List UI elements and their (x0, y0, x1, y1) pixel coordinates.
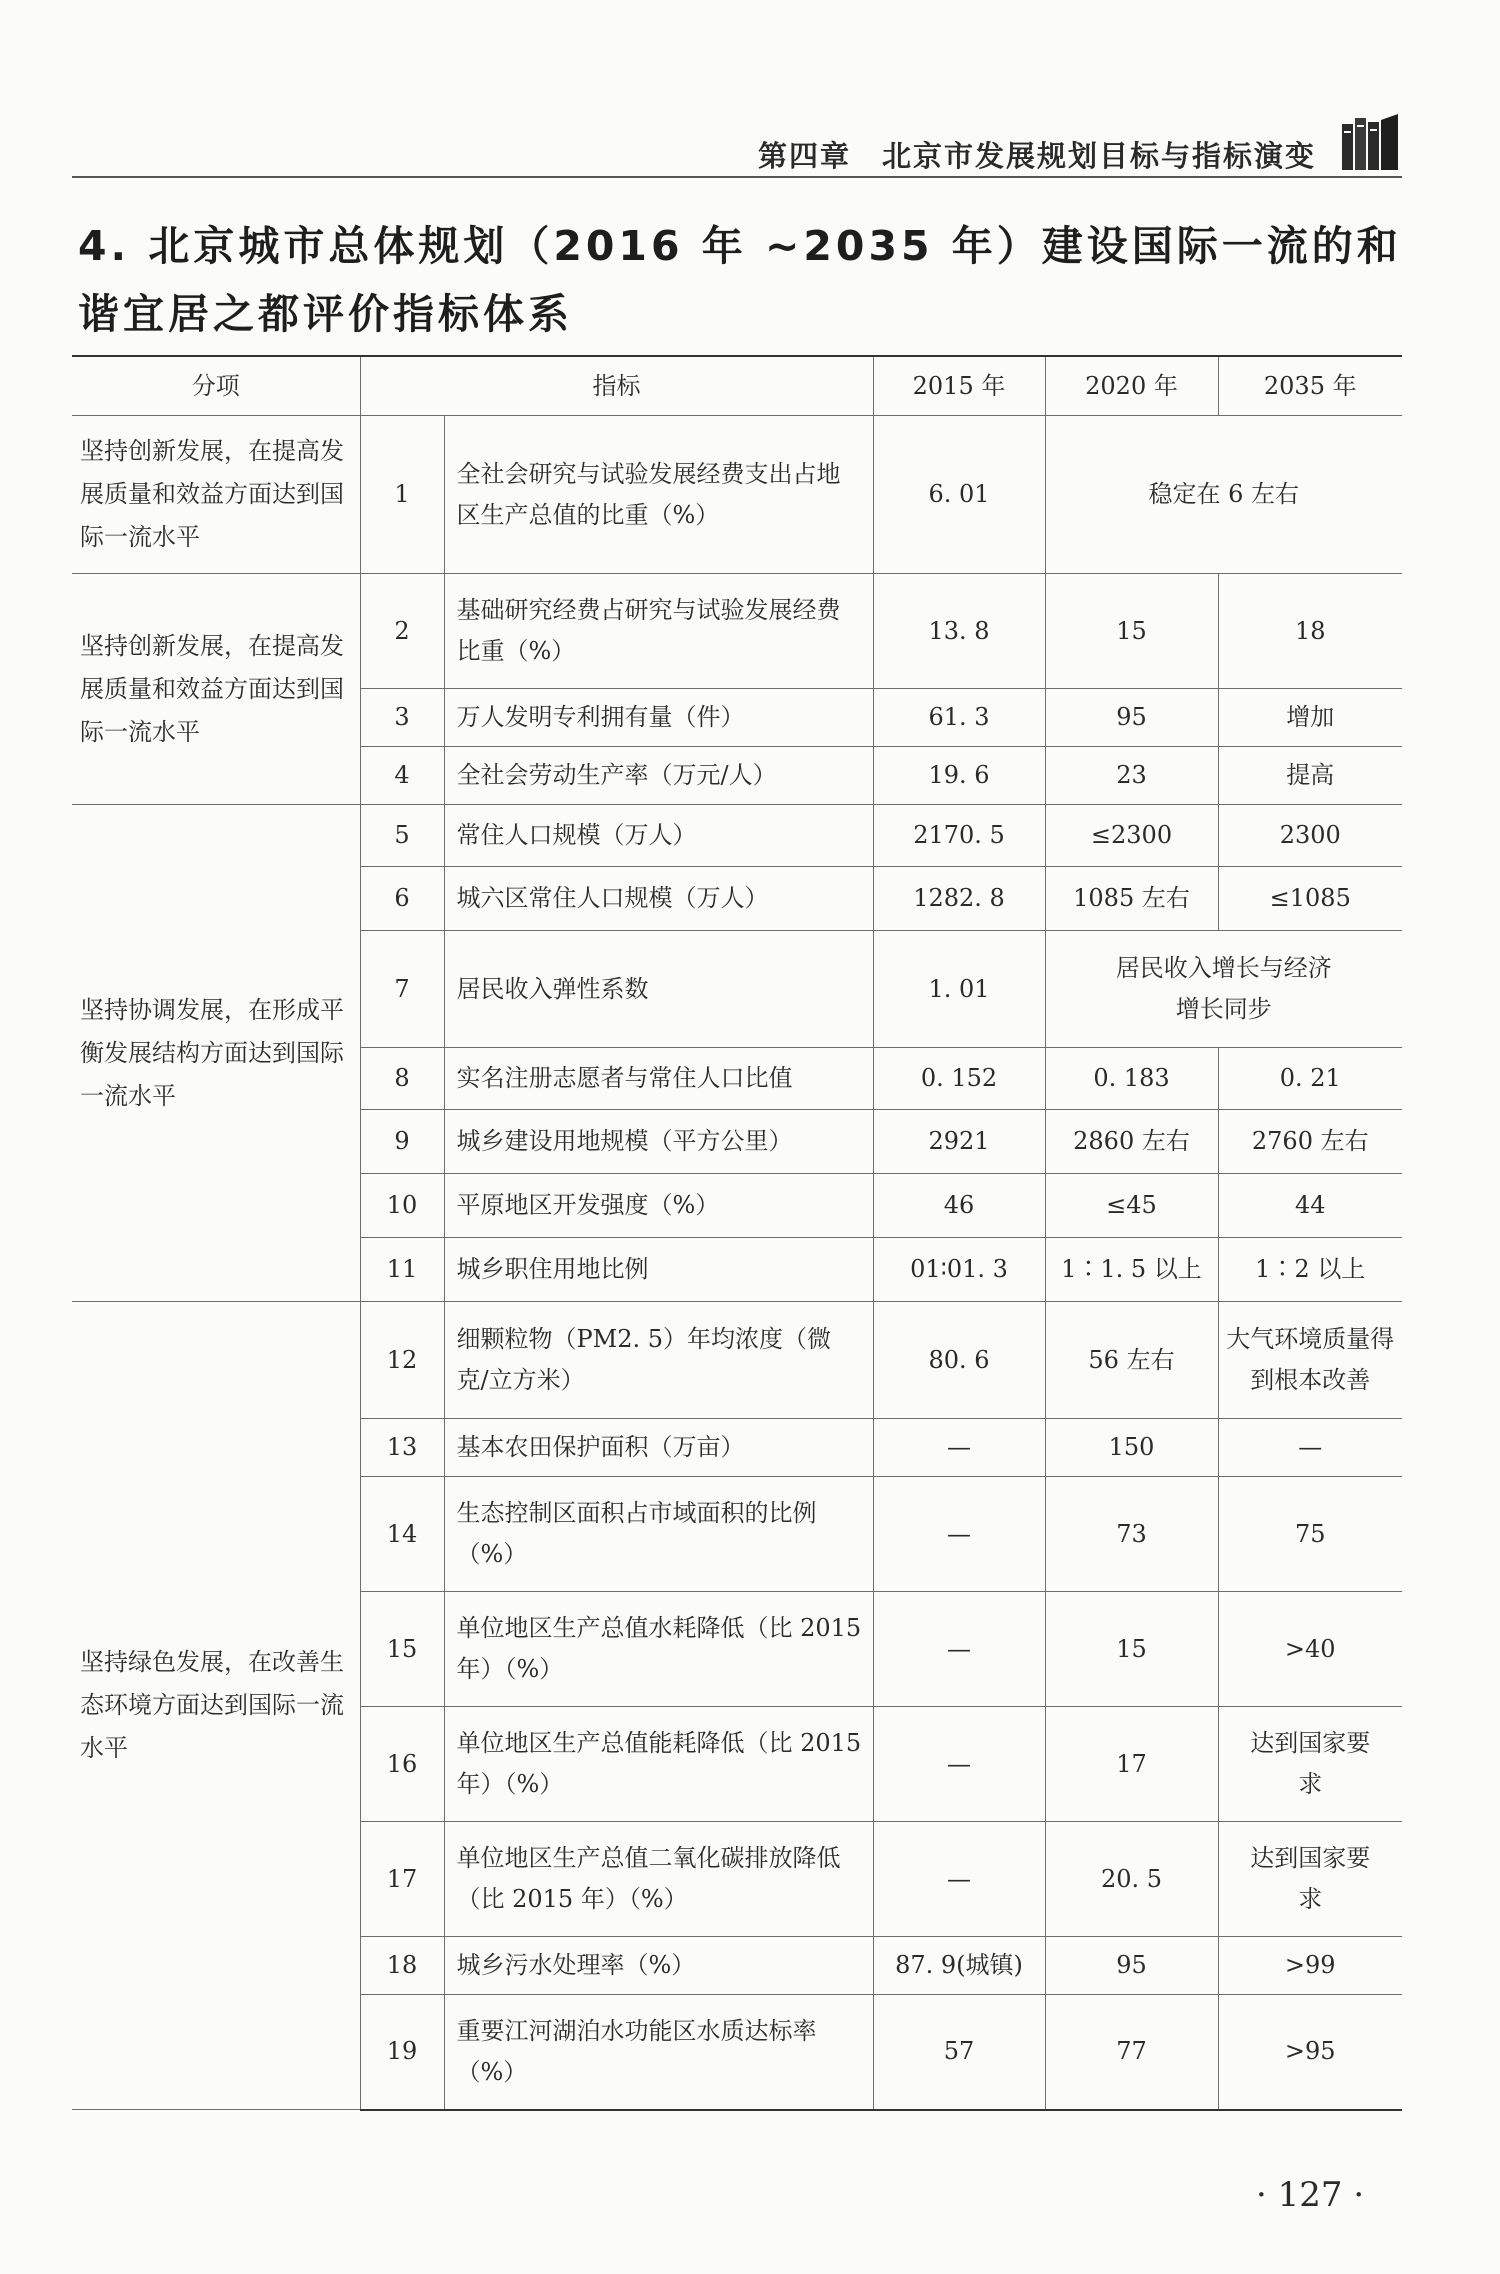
value-2020: 15 (1045, 1592, 1218, 1707)
value-2020: 23 (1045, 747, 1218, 805)
row-number: 1 (360, 416, 444, 574)
header-2035: 2035 年 (1218, 356, 1402, 416)
running-head-text: 第四章 北京市发展规划目标与指标演变 (757, 139, 1316, 173)
value-2020: 95 (1045, 689, 1218, 747)
indicator-name: 实名注册志愿者与常住人口比值 (444, 1048, 873, 1110)
value-2015: 57 (873, 1995, 1045, 2110)
value-2015: — (873, 1477, 1045, 1592)
value-2020: 77 (1045, 1995, 1218, 2110)
value-2015: 19. 6 (873, 747, 1045, 805)
value-2035: 2760 左右 (1218, 1110, 1402, 1174)
table-row (72, 416, 1402, 574)
value-2015: 61. 3 (873, 689, 1045, 747)
value-2035: 达到国家要求 (1218, 1707, 1402, 1822)
value-2035: 达到国家要求 (1218, 1822, 1402, 1937)
indicator-table (72, 355, 1402, 2111)
indicator-name: 万人发明专利拥有量（件） (444, 689, 873, 747)
row-number: 16 (360, 1707, 444, 1822)
indicator-name: 基础研究经费占研究与试验发展经费比重（%） (444, 574, 873, 689)
page-number: · 127 · (1256, 2175, 1365, 2215)
value-2035: 2300 (1218, 805, 1402, 867)
value-2020: 2860 左右 (1045, 1110, 1218, 1174)
value-2020: 1∶1. 5 以上 (1045, 1238, 1218, 1302)
value-2020-2035: 居民收入增长与经济增长同步 (1045, 931, 1402, 1048)
row-number: 17 (360, 1822, 444, 1937)
value-2020: ≤2300 (1045, 805, 1218, 867)
table-header-row (72, 356, 1402, 416)
value-2035: >99 (1218, 1937, 1402, 1995)
category-cell: 坚持协调发展，在形成平衡发展结构方面达到国际一流水平 (72, 805, 360, 1302)
value-2015: — (873, 1707, 1045, 1822)
indicator-name: 单位地区生产总值能耗降低（比 2015 年）（%） (444, 1707, 873, 1822)
row-number: 9 (360, 1110, 444, 1174)
value-2015: 6. 01 (873, 416, 1045, 574)
value-2035: 18 (1218, 574, 1402, 689)
row-number: 14 (360, 1477, 444, 1592)
value-2015: 01∶01. 3 (873, 1238, 1045, 1302)
value-2035: >95 (1218, 1995, 1402, 2110)
indicator-name: 单位地区生产总值水耗降低（比 2015 年）（%） (444, 1592, 873, 1707)
row-number: 18 (360, 1937, 444, 1995)
value-2015: — (873, 1592, 1045, 1707)
indicator-name: 城六区常住人口规模（万人） (444, 867, 873, 931)
indicator-name: 居民收入弹性系数 (444, 931, 873, 1048)
value-2015: — (873, 1822, 1045, 1937)
indicator-name: 城乡污水处理率（%） (444, 1937, 873, 1995)
indicator-name: 基本农田保护面积（万亩） (444, 1419, 873, 1477)
header-2015: 2015 年 (873, 356, 1045, 416)
value-2035: 75 (1218, 1477, 1402, 1592)
value-2035: 大气环境质量得到根本改善 (1218, 1302, 1402, 1419)
value-2015: 2921 (873, 1110, 1045, 1174)
row-number: 12 (360, 1302, 444, 1419)
value-2020: 15 (1045, 574, 1218, 689)
category-cell: 坚持创新发展，在提高发展质量和效益方面达到国际一流水平 (72, 416, 360, 574)
value-2015: 13. 8 (873, 574, 1045, 689)
header-category: 分项 (72, 356, 360, 416)
indicator-name: 平原地区开发强度（%） (444, 1174, 873, 1238)
row-number: 3 (360, 689, 444, 747)
indicator-name: 单位地区生产总值二氧化碳排放降低（比 2015 年）（%） (444, 1822, 873, 1937)
value-2035: 0. 21 (1218, 1048, 1402, 1110)
value-2015: 46 (873, 1174, 1045, 1238)
value-2035: 增加 (1218, 689, 1402, 747)
indicator-name: 全社会劳动生产率（万元/人） (444, 747, 873, 805)
value-2020: 0. 183 (1045, 1048, 1218, 1110)
value-2035: >40 (1218, 1592, 1402, 1707)
value-2015: 1. 01 (873, 931, 1045, 1048)
row-number: 13 (360, 1419, 444, 1477)
category-cell: 坚持创新发展，在提高发展质量和效益方面达到国际一流水平 (72, 574, 360, 805)
row-number: 4 (360, 747, 444, 805)
value-2035: ≤1085 (1218, 867, 1402, 931)
indicator-name: 常住人口规模（万人） (444, 805, 873, 867)
value-2035: — (1218, 1419, 1402, 1477)
indicator-name: 城乡职住用地比例 (444, 1238, 873, 1302)
value-2020: 56 左右 (1045, 1302, 1218, 1419)
value-2035: 44 (1218, 1174, 1402, 1238)
indicator-name: 全社会研究与试验发展经费支出占地区生产总值的比重（%） (444, 416, 873, 574)
indicator-name: 细颗粒物（PM2. 5）年均浓度（微克/立方米） (444, 1302, 873, 1419)
table-row (72, 805, 1402, 867)
running-header (72, 128, 1402, 178)
value-2020: 150 (1045, 1419, 1218, 1477)
value-2020-2035: 稳定在 6 左右 (1045, 416, 1402, 574)
table-row (72, 574, 1402, 689)
row-number: 5 (360, 805, 444, 867)
section-title: 4. 北京城市总体规划（2016 年 ~2035 年）建设国际一流的和谐宜居之都评价指标体系 (78, 222, 1402, 338)
value-2015: 1282. 8 (873, 867, 1045, 931)
header-indicator: 指标 (360, 356, 873, 416)
value-2035: 提高 (1218, 747, 1402, 805)
books-icon (1336, 110, 1402, 176)
value-2015: 80. 6 (873, 1302, 1045, 1419)
table-row (72, 1302, 1402, 1419)
row-number: 19 (360, 1995, 444, 2110)
value-2020: 17 (1045, 1707, 1218, 1822)
value-2020: 73 (1045, 1477, 1218, 1592)
indicator-name: 城乡建设用地规模（平方公里） (444, 1110, 873, 1174)
value-2015: — (873, 1419, 1045, 1477)
value-2015: 2170. 5 (873, 805, 1045, 867)
category-cell: 坚持绿色发展，在改善生态环境方面达到国际一流水平 (72, 1302, 360, 2110)
row-number: 6 (360, 867, 444, 931)
value-2020: ≤45 (1045, 1174, 1218, 1238)
row-number: 10 (360, 1174, 444, 1238)
indicator-table-container (72, 355, 1402, 2111)
indicator-name: 生态控制区面积占市域面积的比例（%） (444, 1477, 873, 1592)
row-number: 11 (360, 1238, 444, 1302)
indicator-name: 重要江河湖泊水功能区水质达标率（%） (444, 1995, 873, 2110)
value-2020: 95 (1045, 1937, 1218, 1995)
header-2020: 2020 年 (1045, 356, 1218, 416)
row-number: 2 (360, 574, 444, 689)
row-number: 15 (360, 1592, 444, 1707)
value-2035: 1∶2 以上 (1218, 1238, 1402, 1302)
value-2015: 87. 9(城镇) (873, 1937, 1045, 1995)
row-number: 7 (360, 931, 444, 1048)
row-number: 8 (360, 1048, 444, 1110)
value-2015: 0. 152 (873, 1048, 1045, 1110)
value-2020: 1085 左右 (1045, 867, 1218, 931)
value-2020: 20. 5 (1045, 1822, 1218, 1937)
